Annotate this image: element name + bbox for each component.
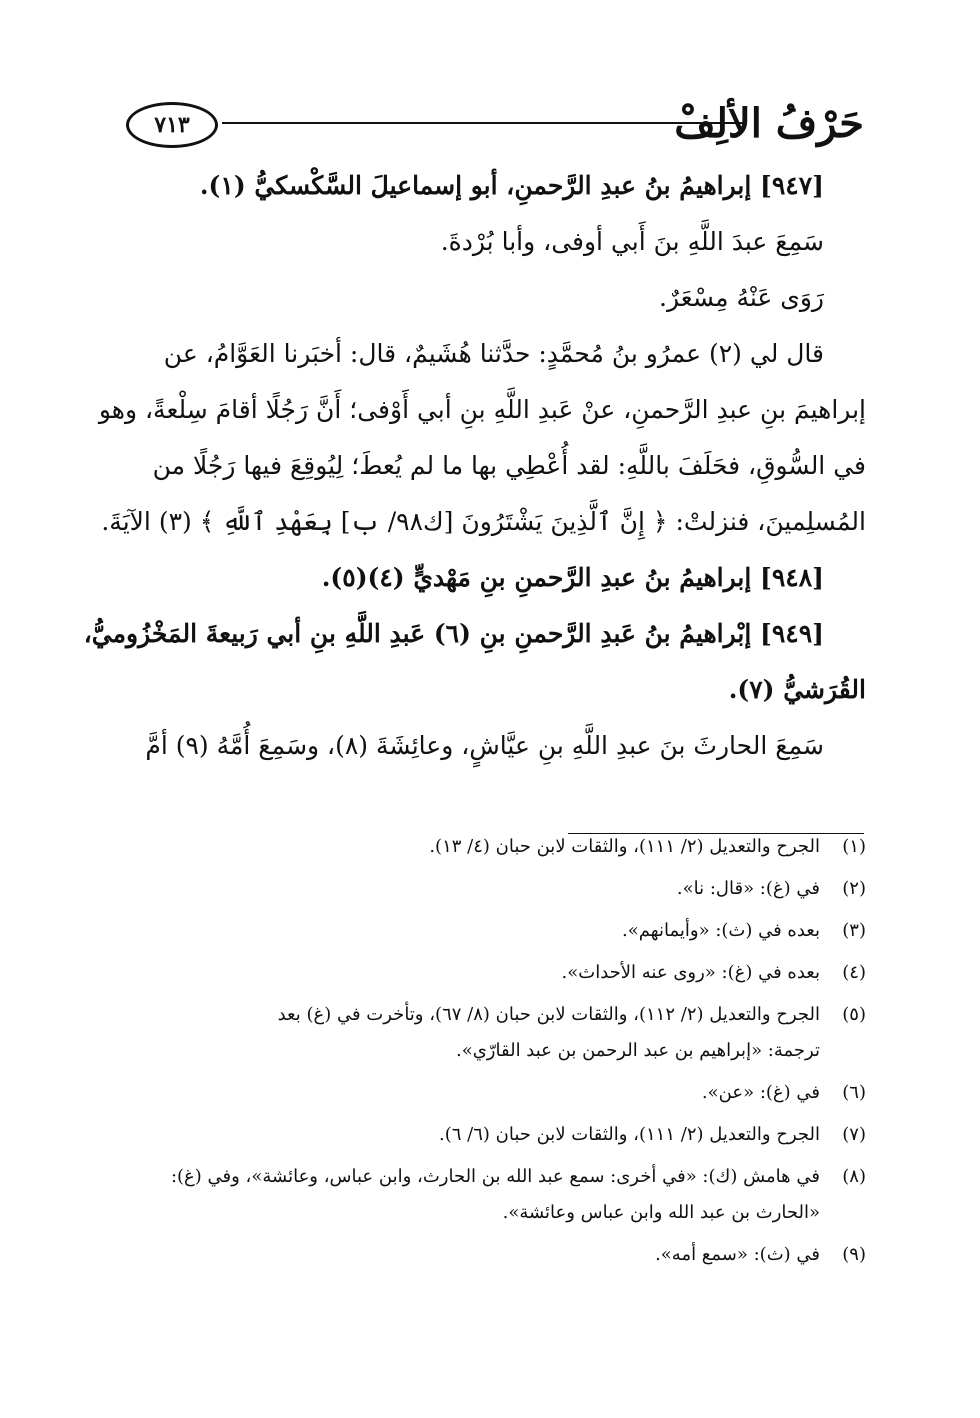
footnote [126,1120,866,1150]
footnote-number: (٣) [842,920,866,941]
entry-949-heading-cont: القُرَشيُّ (٧). [728,675,866,704]
page-number: ٧١٣ [154,112,190,138]
footnote-number: (٤) [842,962,866,983]
footnote [126,958,866,988]
footnote-text: بعده في (ث): «وأيمانهم». [621,920,820,941]
text-line: المُسلِمينَ، فنزلتْ: ﴿ إِنَّ ٱلَّذِينَ يَشْتَرُونَ [ك٩٨/ ب] بِعَهْدِ ٱللَّهِ ﴾ (٣) الآيَةَ. [101,507,866,536]
footnote-text: في هامش (ك): «في أخرى: سمع عبد الله بن الحارث، وابن عباس، وعائشة»، وفي (غ): [170,1166,820,1187]
footnote-number: (٢) [842,878,866,899]
footnote-number: (١) [842,836,866,857]
footnote-text: الجرح والتعديل (٢/ ١١١)، والثقات لابن حبان (٦/ ٦). [438,1124,820,1145]
text-line: سَمِعَ الحارثَ بنَ عبدِ اللَّهِ بنِ عيَّاشٍ، وعائِشَةَ (٨)، وسَمِعَ أُمَّهُ (٩) أمَّ [145,731,824,760]
page-header [126,96,864,156]
footnote [126,1078,866,1108]
footnote [126,832,866,862]
entry-948-heading: [٩٤٨] إبراهيمُ بنُ عبدِ الرَّحمنِ بنِ مَهْديٍّ (٤)(٥). [321,563,824,592]
footnote-text: بعده في (غ): «روى عنه الأحداث». [561,962,820,983]
page-number-badge [126,102,218,148]
text-line: إبراهيمَ بنِ عبدِ الرَّحمنِ، عنْ عَبدِ اللَّهِ بنِ أبي أَوْفى؛ أَنَّ رَجُلًا أقامَ سِلْعةً، وهو [98,395,866,424]
text-line: في السُّوقِ، فحَلَفَ باللَّهِ: لقد أُعْطِي بها ما لم يُعطَ؛ لِيُوقِعَ فيها رَجُلًا من [152,451,866,480]
footnote [126,1240,866,1270]
footnote-continuation: ترجمة: «إبراهيم بن عبد الرحمن بن عبد القارّي». [455,1040,820,1061]
footnote [126,1162,866,1192]
footnote-continuation: «الحارث بن عبد الله وابن عباس وعائشة». [502,1202,820,1223]
chapter-title: حَرْفُ الألِفْ [674,100,864,147]
footnote-text: في (غ): «عن». [701,1082,820,1103]
footnote [126,916,866,946]
text-line: رَوَى عَنْهُ مِسْعَرٌ. [659,283,824,312]
footnote-number: (٩) [842,1244,866,1265]
footnote-text: في (غ): «قال: نا». [676,878,820,899]
entry-949-heading: [٩٤٩] إبْراهيمُ بنُ عَبدِ الرَّحمنِ بنِ (٦) عَبدِ اللَّهِ بنِ أبي رَبيعةَ المَخْزُوميُّ، [83,619,824,648]
footnote [126,1000,866,1030]
footnote-number: (٧) [842,1124,866,1145]
entry-947-heading: [٩٤٧] إبراهيمُ بنُ عبدِ الرَّحمنِ، أبو إسماعيلَ السَّكْسكيُّ (١). [199,171,824,200]
text-line: سَمِعَ عبدَ اللَّهِ بنَ أَبي أوفى، وأبا بُرْدةَ. [440,227,824,256]
header-rule [222,122,746,124]
footnote-number: (٦) [842,1082,866,1103]
footnote-text: في (ث): «سمع أمه». [655,1244,820,1265]
footnote-number: (٨) [842,1166,866,1187]
footnote-text: الجرح والتعديل (٢/ ١١١)، والثقات لابن حبان (٤/ ١٣). [429,836,820,857]
footnote [126,874,866,904]
footnote-number: (٥) [842,1004,866,1025]
text-line: قال لي (٢) عمرُو بنُ مُحمَّدٍ: حدَّثنا هُشَيمٌ، قال: أخبَرنا العَوَّامُ، عن [163,339,824,368]
footnote-text: الجرح والتعديل (٢/ ١١٢)، والثقات لابن حبان (٨/ ٦٧)، وتأخرت في (غ) بعد [277,1004,820,1025]
